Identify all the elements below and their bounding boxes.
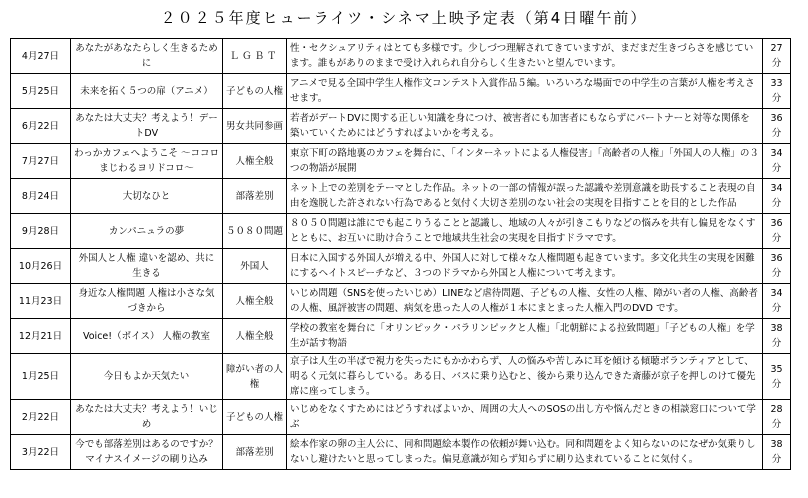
table-row bbox=[11, 249, 791, 284]
row-date: 9月28日 bbox=[11, 214, 71, 249]
row-date: 3月22日 bbox=[11, 435, 71, 470]
row-description: 学校の教室を舞台に「オリンピック・パラリンピックと人権」「北朝鮮による拉致問題」「子どもの人権」を学生が話す物語 bbox=[287, 319, 763, 354]
row-date: 1月25日 bbox=[11, 354, 71, 400]
row-duration: 36分 bbox=[763, 249, 791, 284]
row-description: 絵本作家の卵の主人公に、同和問題絵本製作の依頼が舞い込む。同和問題をよく知らないのになぜか気乗りしないし避けたいと思ってしまった。偏見意識が知らず知らずに刷り込まれていることに気付く。 bbox=[287, 435, 763, 470]
table-row bbox=[11, 39, 791, 74]
row-category: 人権全般 bbox=[223, 319, 287, 354]
table-row bbox=[11, 109, 791, 144]
schedule-table bbox=[10, 38, 791, 470]
row-title: あなたがあなたらしく生きるために bbox=[71, 39, 223, 74]
row-date: 4月27日 bbox=[11, 39, 71, 74]
row-category: 人権全般 bbox=[223, 144, 287, 179]
table-row bbox=[11, 354, 791, 400]
row-duration: 27分 bbox=[763, 39, 791, 74]
row-title: Voice!（ボイス） 人権の教室 bbox=[71, 319, 223, 354]
row-title: あなたは大丈夫？考えよう！いじめ bbox=[71, 400, 223, 435]
row-date: 12月21日 bbox=[11, 319, 71, 354]
row-title: 未来を拓く５つの扉（アニメ） bbox=[71, 74, 223, 109]
row-category: 男女共同参画 bbox=[223, 109, 287, 144]
row-date: 11月23日 bbox=[11, 284, 71, 319]
row-category: 子どもの人権 bbox=[223, 74, 287, 109]
row-date: 2月22日 bbox=[11, 400, 71, 435]
table-row bbox=[11, 179, 791, 214]
row-title: 大切なひと bbox=[71, 179, 223, 214]
row-description: ネット上での差別をテーマとした作品。ネットの一部の情報が誤った認識や差別意識を助長すること表現の自由を逸脱した許されない行為であると気付く大切さ差別のない社会の実現を目指すことを目的とした作品 bbox=[287, 179, 763, 214]
row-description: 日本に入国する外国人が増える中、外国人に対して様々な人権問題も起きています。多文化共生の実現を困難にするヘイトスピーチなど、３つのドラマから外国と人権について考えます。 bbox=[287, 249, 763, 284]
row-description: いじめ問題（SNSを使ったいじめ）LINEなど虐待問題、子どもの人権、女性の人権、障がい者の人権、高齢者の人権、風評被害の問題、病気を患った人の人権が１本にまとまった人権入門のDVD です。 bbox=[287, 284, 763, 319]
row-description: 東京下町の路地裏のカフェを舞台に、「インターネットによる人権侵害」「高齢者の人権」「外国人の人権」の３つの物語が展開 bbox=[287, 144, 763, 179]
row-description: アニメで見る全国中学生人権作文コンテスト入賞作品５編。いろいろな場面での中学生の言葉が人権を考えさせます。 bbox=[287, 74, 763, 109]
table-row bbox=[11, 214, 791, 249]
row-duration: 33分 bbox=[763, 74, 791, 109]
row-category: 子どもの人権 bbox=[223, 400, 287, 435]
row-duration: 35分 bbox=[763, 354, 791, 400]
row-date: 6月22日 bbox=[11, 109, 71, 144]
row-date: 5月25日 bbox=[11, 74, 71, 109]
row-title: 身近な人権問題 人権は小さな気づきから bbox=[71, 284, 223, 319]
row-description: 若者がデートDVに関する正しい知識を身につけ、被害者にも加害者にもならずにパートナーと対等な関係を築いていくためにはどうすればよいかを考える。 bbox=[287, 109, 763, 144]
row-title: 外国人と人権 違いを認め、共に生きる bbox=[71, 249, 223, 284]
row-title: 今でも部落差別はあるのですか？ マイナスイメージの刷り込み bbox=[71, 435, 223, 470]
row-category: ＬＧＢＴ bbox=[223, 39, 287, 74]
table-row bbox=[11, 74, 791, 109]
row-category: 外国人 bbox=[223, 249, 287, 284]
row-description: いじめをなくすためにはどうすればよいか、周囲の大人へのSOSの出し方や悩んだときの相談窓口について学ぶ bbox=[287, 400, 763, 435]
table-row bbox=[11, 319, 791, 354]
row-category: 障がい者の人権 bbox=[223, 354, 287, 400]
row-category: 人権全般 bbox=[223, 284, 287, 319]
row-date: 8月24日 bbox=[11, 179, 71, 214]
row-duration: 34分 bbox=[763, 179, 791, 214]
row-duration: 38分 bbox=[763, 435, 791, 470]
row-duration: 36分 bbox=[763, 109, 791, 144]
row-title: 今日もよか天気たい bbox=[71, 354, 223, 400]
row-duration: 34分 bbox=[763, 144, 791, 179]
row-date: 10月26日 bbox=[11, 249, 71, 284]
row-category: ５０８０問題 bbox=[223, 214, 287, 249]
row-duration: 36分 bbox=[763, 214, 791, 249]
row-duration: 28分 bbox=[763, 400, 791, 435]
row-duration: 34分 bbox=[763, 284, 791, 319]
row-title: あなたは大丈夫？考えよう！デートDV bbox=[71, 109, 223, 144]
table-row bbox=[11, 435, 791, 470]
row-title: カンパニュラの夢 bbox=[71, 214, 223, 249]
row-category: 部落差別 bbox=[223, 435, 287, 470]
row-description: ８０５０問題は誰にでも起こりうることと認識し、地域の人々が引きこもりなどの悩みを共有し偏見をなくすとともに、お互いに助け合うことで地域共生社会の実現を目指すドラマです。 bbox=[287, 214, 763, 249]
row-title: わっかカフェへようこそ ～ココロまじわるヨリドコロ～ bbox=[71, 144, 223, 179]
row-date: 7月27日 bbox=[11, 144, 71, 179]
row-category: 部落差別 bbox=[223, 179, 287, 214]
table-row bbox=[11, 144, 791, 179]
table-row bbox=[11, 284, 791, 319]
row-description: 性・セクシュアリティはとても多様です。少しづつ理解されてきていますが、まだまだ生きづらさを感じています。誰もがありのままで受け入れられ自分らしく生きたいと望んでいます。 bbox=[287, 39, 763, 74]
row-duration: 38分 bbox=[763, 319, 791, 354]
page-title: ２０２５年度ヒューライツ・シネマ上映予定表（第4日曜午前） bbox=[160, 9, 648, 27]
table-row bbox=[11, 400, 791, 435]
row-description: 京子は人生の半ばで視力を失ったにもかかわらず、人の悩みや苦しみに耳を傾ける傾聴ボランティアとして、明るく元気に暮らしている。ある日、バスに乗り込むと、後から乗り込んできた斎藤が京子を押しのけて優先席に座ってしまう。 bbox=[287, 354, 763, 400]
